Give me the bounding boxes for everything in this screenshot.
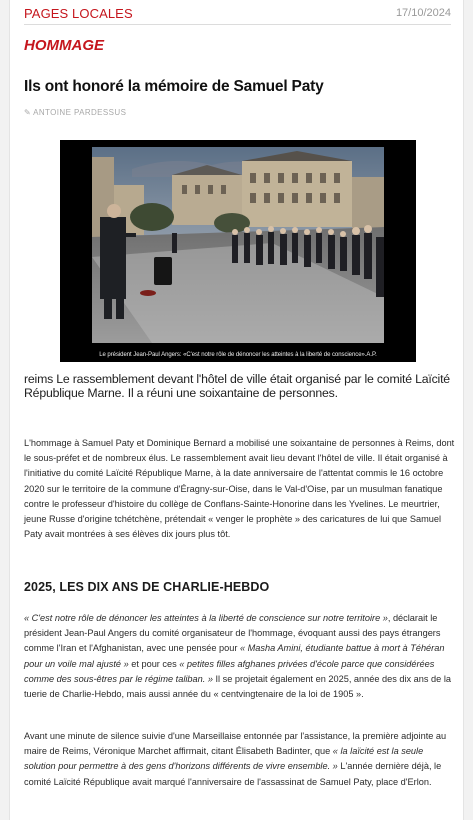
text: L'année dernière déjà, le comité Laïcité République avait marqué l'anniversaire de l'assassinat de Samuel Paty, place d'Erlon. — [24, 761, 442, 787]
quote: « Masha Amini, étudiante battue à mort à Téhéran pour un voile mal ajusté » — [24, 643, 445, 669]
rubric-label: HOMMAGE — [24, 37, 104, 54]
article-title: Ils ont honoré la mémoire de Samuel Paty — [24, 78, 324, 95]
quote: « C'est notre rôle de dénoncer les atteintes à la liberté de conscience sur notre territoire » — [24, 613, 388, 623]
article-lede: reims Le rassemblement devant l'hôtel de ville était organisé par le comité Laïcité République Marne. Il a réuni une soixantaine de personnes. — [24, 372, 450, 400]
pencil-icon: ✎ — [24, 108, 32, 117]
section-label[interactable]: PAGES LOCALES — [24, 6, 133, 21]
photo-image — [92, 147, 384, 343]
author-byline — [24, 108, 126, 117]
top-bar — [24, 5, 451, 25]
paragraph-2 — [24, 611, 456, 702]
text: et pour ces — [128, 658, 180, 669]
quote: « petites filles afghanes privées d'école parce que considérées comme des sous-êtres par le régime taliban. » — [24, 658, 435, 684]
quote: « la laïcité est la seule solution pour permettre à des gens d'horizons différents de vivre ensemble. » — [24, 746, 424, 772]
article-subheading: 2025, LES DIX ANS DE CHARLIE-HEBDO — [24, 580, 270, 594]
paragraph-1: L'hommage à Samuel Paty et Dominique Bernard a mobilisé une soixantaine de personnes à Reims, dont le sous-préfet et de nombreux élus. Le rassemblement avait lieu devant l'hôtel de ville. Il était organisé à l'initiative du comité Laïcité République Marne, à la date anniversaire de l'attentat commis le 16 octobre 2020 sur le territoire de la commune d'Éragny-sur-Oise, dans le Val-d'Oise, par un musulman fanatique contre le professeur d'histoire du collège de Conflans-Sainte-Honorine dans les Yvelines. Le meurtrier, jeune Russe d'origine tchétchène, prétendait « venger le prophète » des caricatures de lui que Samuel Paty avait montrées à ses élèves dix jours plus tôt. — [24, 438, 455, 540]
publication-date: 17/10/2024 — [395, 7, 451, 19]
text: , déclarait le président Jean-Paul Angers du comité organisateur de l'hommage, évoquant aussi des pays étrangers comme l'Iran et l'Afghanistan, avec une pensée pour — [24, 613, 441, 654]
article-page — [9, 0, 464, 820]
text: Il se projetait également en 2025, année des dix ans de la tuerie de Charlie-Hebdo, mais aussi année du « centvingtenaire de la loi de 1905 ». — [24, 673, 451, 700]
photo-caption: Le président Jean-Paul Angers: «C'est notre rôle de dénoncer les atteintes à la liberté de conscience».A.P. — [99, 352, 377, 358]
article-photo[interactable] — [60, 140, 416, 362]
paragraph-3 — [24, 729, 456, 790]
author-name: ANTOINE PARDESSUS — [33, 108, 127, 117]
text: Avant une minute de silence suivie d'une Marseillaise entonnée par l'assistance, la première adjointe au maire de Reims, Véronique Marchet affirmait, citant Élisabeth Badinter, que — [24, 731, 447, 757]
